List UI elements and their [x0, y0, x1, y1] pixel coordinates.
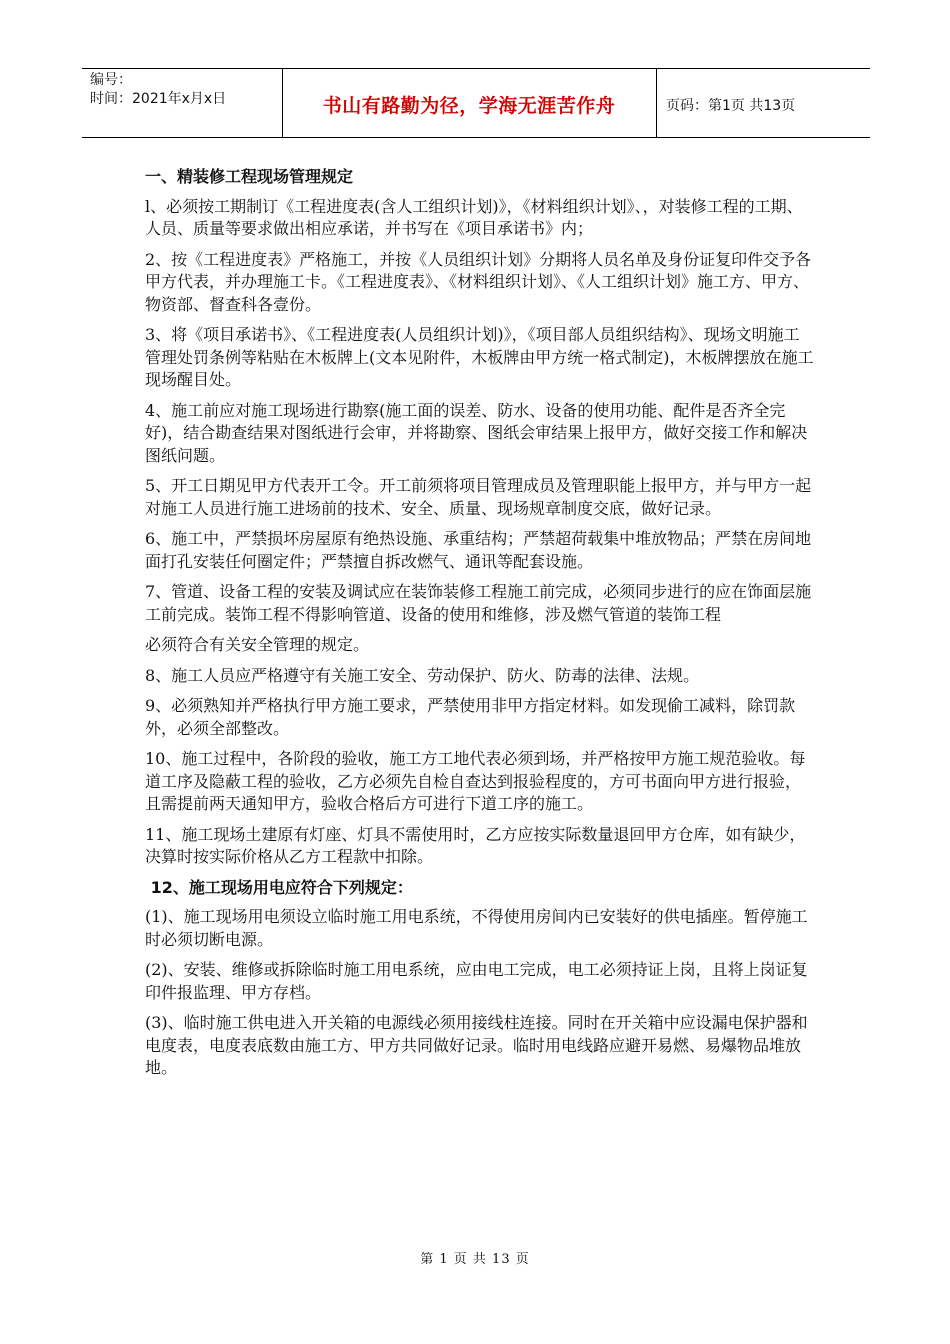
- paragraph: 11、施工现场土建原有灯座、灯具不需使用时，乙方应按实际数量退回甲方仓库，如有缺少，决算时按实际价格从乙方工程款中扣除。: [145, 824, 806, 866]
- paragraph: 5、开工日期见甲方代表开工令。开工前须将项目管理成员及管理职能上报甲方，并与甲方一起对施工人员进行施工进场前的技术、安全、质量、现场规章制度交底，做好记录。: [145, 476, 812, 518]
- page-footer: 第 1 页 共 13 页: [420, 1252, 530, 1267]
- sub-heading: 12、施工现场用电应符合下列规定：: [145, 877, 413, 897]
- header-meta: [90, 71, 278, 109]
- sub-paragraph: (1)、施工现场用电须设立临时施工用电系统，不得使用房间内已安装好的供电插座。暂停施工时必须切断电源。: [145, 907, 808, 949]
- date-label: 时间：2021年x月x日: [90, 91, 227, 107]
- paragraph: 必须符合有关安全管理的规定。: [145, 635, 370, 654]
- page-header: [82, 68, 870, 138]
- header-page-info: 页码：第1页 共13页: [666, 98, 796, 114]
- section-heading: 一、精装修工程现场管理规定: [145, 167, 354, 186]
- paragraph: 10、施工过程中，各阶段的验收，施工方工地代表必须到场，并严格按甲方施工规范验收。每道工序及隐蔽工程的验收，乙方必须先自检自查达到报验程度的，方可书面向甲方进行报验，且需提前两天通知甲方，验收合格后方可进行下道工序的施工。: [145, 749, 806, 813]
- paragraph: 7、管道、设备工程的安装及调试应在装饰装修工程施工前完成，必须同步进行的应在饰面层施工前完成。装饰工程不得影响管道、设备的使用和维修，涉及燃气管道的装饰工程: [145, 582, 812, 624]
- header-divider: [656, 69, 657, 137]
- document-body: [145, 166, 815, 1088]
- number-label: 编号：: [90, 72, 132, 88]
- sub-paragraph: (2)、安装、维修或拆除临时施工用电系统，应由电工完成，电工必须持证上岗，且将上岗证复印件报监理、甲方存档。: [145, 960, 808, 1002]
- paragraph: 3、将《项目承诺书》、《工程进度表(人员组织计划)》，《项目部人员组织结构》、现场文明施工管理处罚条例等粘贴在木板牌上(文本见附件，木板牌由甲方统一格式制定)，木板牌摆放在施工现场醒目处。: [145, 325, 814, 389]
- paragraph: l、必须按工期制订《工程进度表(含人工组织计划)》，《材料组织计划》、，对装修工程的工期、人员、质量等要求做出相应承诺，并书写在《项目承诺书》内；: [145, 196, 803, 238]
- paragraph: 6、施工中，严禁损坏房屋原有绝热设施、承重结构；严禁超荷载集中堆放物品；严禁在房间地面打孔安装任何圈定件；严禁擅自拆改燃气、通讯等配套设施。: [145, 529, 812, 571]
- paragraph: 2、按《工程进度表》严格施工，并按《人员组织计划》分期将人员名单及身份证复印件交予各甲方代表，并办理施工卡。《工程进度表》、《材料组织计划》、《人工组织计划》施工方、甲方、物资部、督查科各壹份。: [145, 249, 812, 314]
- paragraph: 4、施工前应对施工现场进行勘察(施工面的误差、防水、设备的使用功能、配件是否齐全完好)，结合勘查结果对图纸进行会审，并将勘察、图纸会审结果上报甲方，做好交接工作和解决图纸问题。: [145, 400, 808, 465]
- paragraph: 9、必须熟知并严格执行甲方施工要求，严禁使用非甲方指定材料。如发现偷工减料，除罚款外，必须全部整改。: [145, 696, 796, 738]
- paragraph: 8、施工人员应严格遵守有关施工安全、劳动保护、防火、防毒的法律、法规。: [145, 665, 700, 685]
- sub-paragraph: (3)、临时施工供电进入开关箱的电源线必须用接线柱连接。同时在开关箱中应设漏电保护器和电度表，电度表底数由施工方、甲方共同做好记录。临时用电线路应避开易燃、易爆物品堆放地。: [145, 1013, 808, 1077]
- header-slogan: 书山有路勤为径，学海无涯苦作舟: [322, 95, 616, 117]
